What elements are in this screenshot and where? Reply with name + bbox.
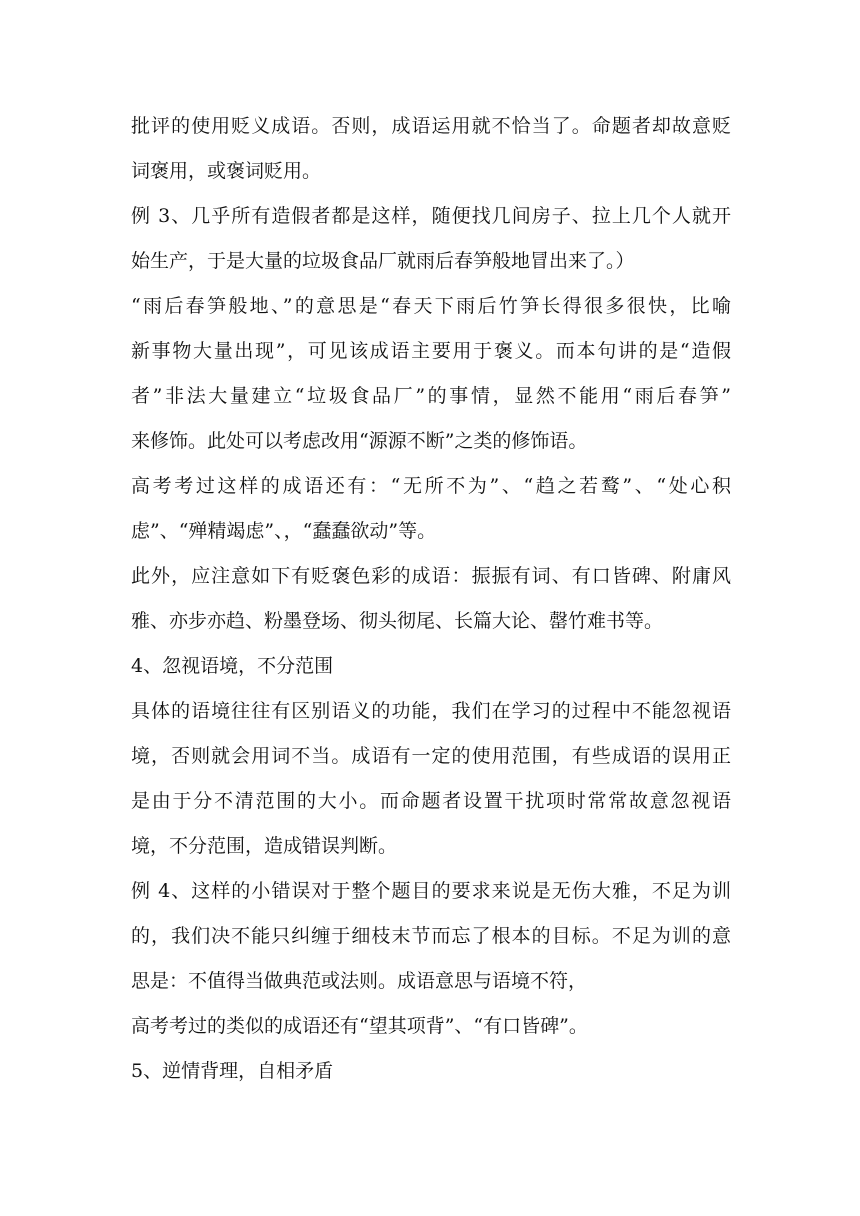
text-line: 境，否则就会用词不当。成语有一定的使用范围，有些成语的误用正 bbox=[131, 745, 731, 767]
text-line: 例 3、几乎所有造假者都是这样，随便找几间房子、拉上几个人就开 bbox=[131, 205, 731, 227]
text-line: 例 4、这样的小错误对于整个题目的要求来说是无伤大雅，不足为训 bbox=[131, 880, 731, 902]
text-line: 高考考过这样的成语还有：“无所不为”、“趋之若鹜”、“处心积 bbox=[131, 475, 731, 497]
text-line: 批评的使用贬义成语。否则，成语运用就不恰当了。命题者却故意贬 bbox=[131, 115, 731, 137]
text-line: 是由于分不清范围的大小。而命题者设置干扰项时常常故意忽视语 bbox=[131, 790, 731, 812]
text-line: 具体的语境往往有区别语义的功能，我们在学习的过程中不能忽视语 bbox=[131, 700, 731, 722]
text-line: 始生产，于是大量的垃圾食品厂就雨后春笋般地冒出来了。） bbox=[131, 250, 635, 272]
text-line: 者”非法大量建立“垃圾食品厂”的事情，显然不能用“雨后春笋” bbox=[131, 385, 731, 407]
text-line: 此外，应注意如下有贬褒色彩的成语：振振有词、有口皆碑、附庸风 bbox=[131, 565, 731, 587]
text-line: 雅、亦步亦趋、粉墨登场、彻头彻尾、长篇大论、罄竹难书等。 bbox=[131, 610, 664, 632]
text-line: 新事物大量出现”，可见该成语主要用于褒义。而本句讲的是“造假 bbox=[131, 340, 731, 362]
text-line: 词褒用，或褒词贬用。 bbox=[131, 160, 322, 182]
text-line: 思是：不值得当做典范或法则。成语意思与语境不符， bbox=[131, 970, 588, 992]
text-line: 的，我们决不能只纠缠于细枝末节而忘了根本的目标。不足为训的意 bbox=[131, 925, 731, 947]
text-line: “雨后春笋般地、”的意思是“春天下雨后竹笋长得很多很快，比喻 bbox=[131, 295, 731, 317]
text-line: 来修饰。此处可以考虑改用“源源不断”之类的修饰语。 bbox=[131, 430, 588, 452]
text-line: 虑”、“殚精竭虑”、，“蠢蠢欲动”等。 bbox=[131, 520, 437, 542]
section-heading: 4、忽视语境，不分范围 bbox=[131, 655, 334, 677]
text-line: 境，不分范围，造成错误判断。 bbox=[131, 835, 398, 857]
text-line: 高考考过的类似的成语还有“望其项背”、“有口皆碑”。 bbox=[131, 1015, 588, 1037]
section-heading: 5、逆情背理，自相矛盾 bbox=[131, 1060, 334, 1082]
